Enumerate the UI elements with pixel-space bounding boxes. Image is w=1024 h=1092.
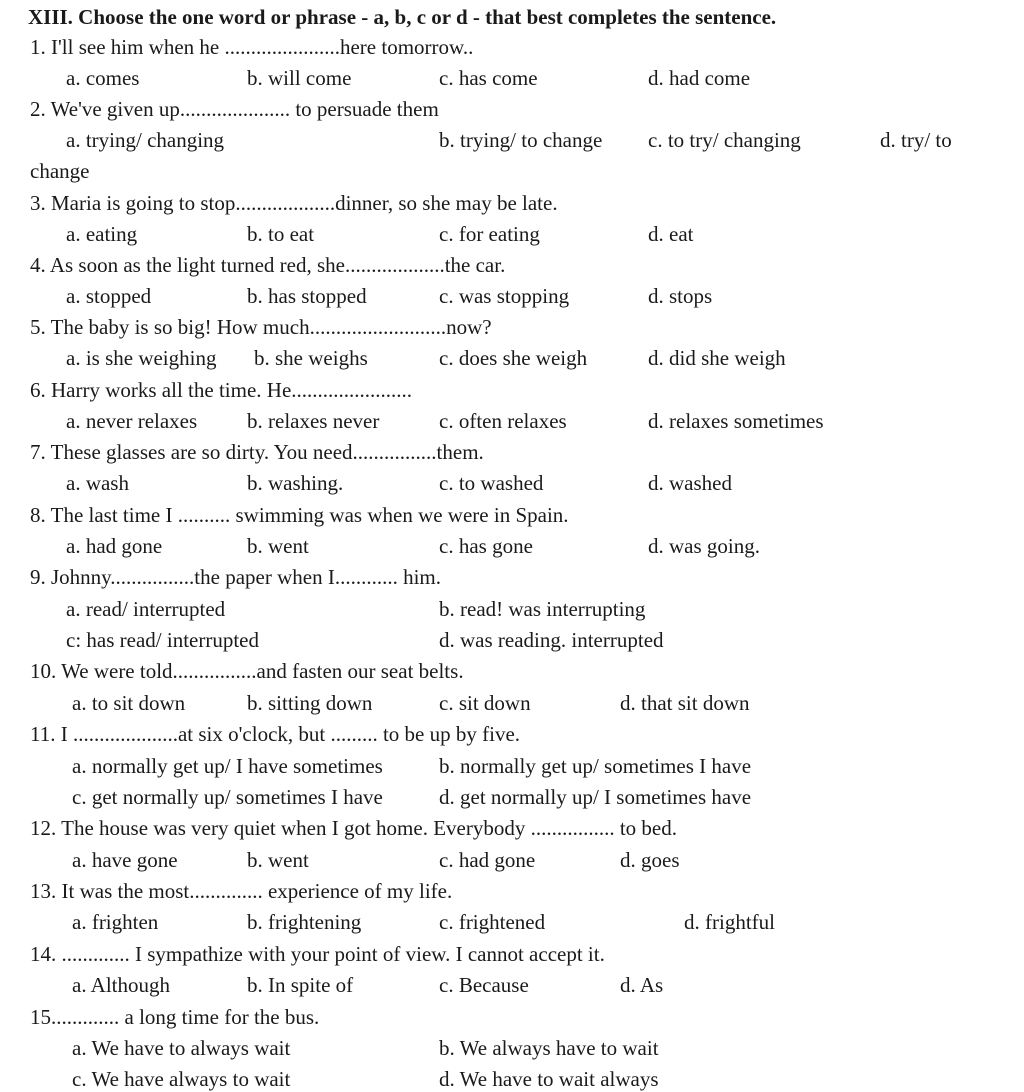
- question-2: 2. We've given up..................... to persuade them: [30, 97, 439, 121]
- q8-option-b: b. went: [247, 534, 309, 558]
- q2-option-c: c. to try/ changing: [648, 128, 801, 152]
- q9-option-a: a. read/ interrupted: [66, 597, 226, 621]
- q3-option-b: b. to eat: [247, 222, 315, 246]
- q15-option-d: d. We have to wait always: [439, 1067, 659, 1091]
- question-15: 15............. a long time for the bus.: [30, 1005, 320, 1029]
- q9-option-b: b. read! was interrupting: [439, 597, 646, 621]
- q5-option-d: d. did she weigh: [648, 346, 786, 370]
- q5-option-a: a. is she weighing: [66, 346, 217, 370]
- q14-option-b: b. In spite of: [247, 973, 354, 997]
- q10-option-c: c. sit down: [439, 691, 531, 715]
- q4-option-c: c. was stopping: [439, 284, 570, 308]
- question-5: 5. The baby is so big! How much..........................now?: [30, 315, 492, 339]
- question-12: 12. The house was very quiet when I got home. Everybody ................ to bed.: [30, 816, 677, 840]
- q4-option-d: d. stops: [648, 284, 713, 308]
- exercise-heading: XIII. Choose the one word or phrase - a, b, c or d - that best completes the sentence.: [28, 5, 777, 29]
- question-8: 8. The last time I .......... swimming was when we were in Spain.: [30, 503, 569, 527]
- q10-option-b: b. sitting down: [247, 691, 373, 715]
- q2-option-b: b. trying/ to change: [439, 128, 603, 152]
- question-3: 3. Maria is going to stop...................dinner, so she may be late.: [30, 191, 558, 215]
- question-13: 13. It was the most.............. experience of my life.: [30, 879, 453, 903]
- q3-option-a: a. eating: [66, 222, 138, 246]
- q11-option-b: b. normally get up/ sometimes I have: [439, 754, 752, 778]
- question-4: 4. As soon as the light turned red, she...................the car.: [30, 253, 506, 277]
- q8-option-d: d. was going.: [648, 534, 760, 558]
- q6-option-d: d. relaxes sometimes: [648, 409, 824, 433]
- q15-option-a: a. We have to always wait: [72, 1036, 291, 1060]
- q14-option-d: d. As: [620, 973, 664, 997]
- q7-option-c: c. to washed: [439, 471, 544, 495]
- q1-option-c: c. has come: [439, 66, 538, 90]
- q12-option-b: b. went: [247, 848, 309, 872]
- q3-option-c: c. for eating: [439, 222, 540, 246]
- q2-option-d: d. try/ to: [880, 128, 952, 152]
- question-6: 6. Harry works all the time. He.......................: [30, 378, 413, 402]
- q13-option-b: b. frightening: [247, 910, 362, 934]
- q11-option-d: d. get normally up/ I sometimes have: [439, 785, 752, 809]
- question-14: 14. ............. I sympathize with your point of view. I cannot accept it.: [30, 942, 605, 966]
- q10-option-a: a. to sit down: [72, 691, 186, 715]
- q13-option-a: a. frighten: [72, 910, 159, 934]
- q7-option-a: a. wash: [66, 471, 129, 495]
- q7-option-b: b. washing.: [247, 471, 344, 495]
- q10-option-d: d. that sit down: [620, 691, 750, 715]
- q9-option-d: d. was reading. interrupted: [439, 628, 664, 652]
- question-1: 1. I'll see him when he ......................here tomorrow..: [30, 35, 474, 59]
- question-10: 10. We were told................and fasten our seat belts.: [30, 659, 464, 683]
- q5-option-c: c. does she weigh: [439, 346, 588, 370]
- q6-option-a: a. never relaxes: [66, 409, 198, 433]
- q13-option-c: c. frightened: [439, 910, 546, 934]
- q13-option-d: d. frightful: [684, 910, 775, 934]
- q11-option-a: a. normally get up/ I have sometimes: [72, 754, 383, 778]
- q1-option-b: b. will come: [247, 66, 352, 90]
- q9-option-c: c: has read/ interrupted: [66, 628, 259, 652]
- q8-option-c: c. has gone: [439, 534, 533, 558]
- q12-option-d: d. goes: [620, 848, 680, 872]
- question-9: 9. Johnny................the paper when I............ him.: [30, 565, 441, 589]
- q12-option-a: a. have gone: [72, 848, 178, 872]
- q8-option-a: a. had gone: [66, 534, 163, 558]
- q15-option-b: b. We always have to wait: [439, 1036, 659, 1060]
- q3-option-d: d. eat: [648, 222, 694, 246]
- q14-option-a: a. Although: [72, 973, 170, 997]
- q2-option-d-wrap: change: [30, 159, 90, 183]
- q7-option-d: d. washed: [648, 471, 732, 495]
- q6-option-c: c. often relaxes: [439, 409, 567, 433]
- q5-option-b: b. she weighs: [254, 346, 368, 370]
- q14-option-c: c. Because: [439, 973, 529, 997]
- q2-option-a: a. trying/ changing: [66, 128, 225, 152]
- q11-option-c: c. get normally up/ sometimes I have: [72, 785, 383, 809]
- q15-option-c: c. We have always to wait: [72, 1067, 291, 1091]
- question-11: 11. I ....................at six o'clock, but ......... to be up by five.: [30, 722, 521, 746]
- q4-option-b: b. has stopped: [247, 284, 367, 308]
- question-7: 7. These glasses are so dirty. You need................them.: [30, 440, 484, 464]
- q6-option-b: b. relaxes never: [247, 409, 380, 433]
- q1-option-a: a. comes: [66, 66, 140, 90]
- q4-option-a: a. stopped: [66, 284, 152, 308]
- q1-option-d: d. had come: [648, 66, 751, 90]
- q12-option-c: c. had gone: [439, 848, 536, 872]
